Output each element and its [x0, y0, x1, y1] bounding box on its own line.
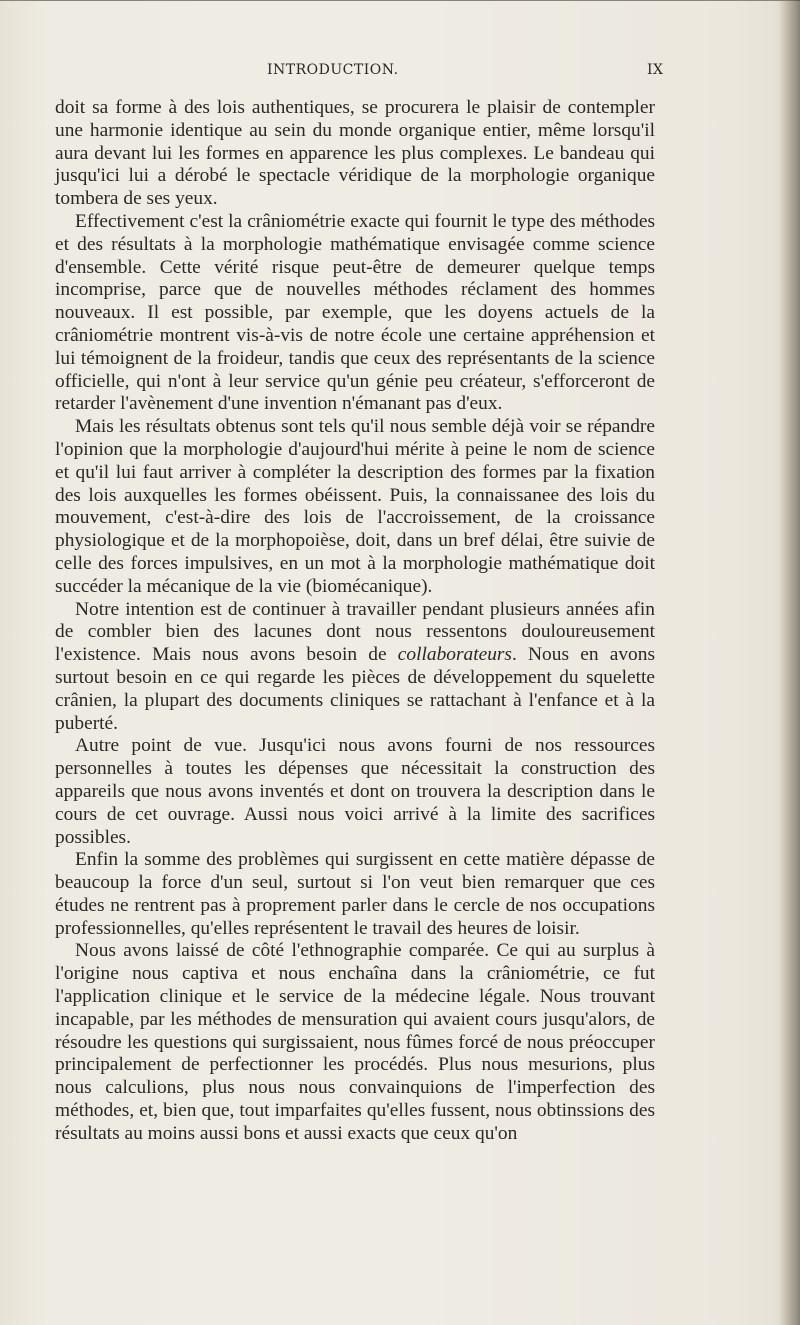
paragraph-4 [55, 599, 655, 736]
paragraph-5: Autre point de vue. Jusqu'ici nous avons fourni de nos ressources personnelles à toutes les dépenses que nécessitait la construction des appareils que nous avons inventés et dont on trouvera la description dans le cours de cet ouvrage. Aussi nous voici arrivé à la limite des sacrifices possibles. [55, 735, 655, 848]
header-title: INTRODUCTION. [267, 62, 399, 78]
page-top-border [0, 0, 800, 7]
paragraph-1: doit sa forme à des lois authentiques, se procurera le plaisir de contempler une harmonie identique au sein du monde organique entier, même lorsqu'il aura devant lui les formes en apparence les plus complexes. Le bandeau qui jusqu'ici lui a dérobé le spectacle véridique de la morphologie organique tombera de ses yeux. [55, 97, 655, 210]
paragraph-7: Nous avons laissé de côté l'ethnographie comparée. Ce qui au surplus à l'origine nous captiva et nous enchaîna dans la crâniométrie, ce fut l'application clinique et le service de la médecine légale. Nous trouvant incapable, par les méthodes de mensuration qui avaient cours jusqu'alors, de résoudre les questions qui surgissaient, nous fûmes forcé de nous préoccuper principalement de perfectionner les procédés. Plus nous mesurions, plus nous calculions, plus nous nous convainquions de l'imperfection des méthodes, et, bien que, tout imparfaites qu'elles fussent, nous obtinssions des résultats au moins aussi bons et aussi exacts que ceux qu'on [55, 940, 655, 1144]
paragraph-4-after: . Nous en avons surtout besoin en ce qui regarde les pièces de développement du squelette crânien, la plupart des documents cliniques se rattachant à l'enfance et à la puberté. [55, 644, 655, 734]
paragraph-4-before: Notre intention est de continuer à travailler pendant plusieurs années afin de combler bien des lacunes dont nous ressentons douloureusement l'existence. Mais nous avons besoin de [55, 598, 655, 666]
body-text [55, 97, 655, 1146]
paragraph-3: Mais les résultats obtenus sont tels qu'il nous semble déjà voir se répandre l'opinion que la morphologie d'aujourd'hui mérite à peine le nom de science et qu'il lui faut arriver à compléter la description des formes par la fixation des lois auxquelles les formes obéissent. Puis, la connaissanee des lois du mouvement, c'est-à-dire des lois de l'accroissement, de la croissance physiologique et de la morphopoièse, doit, dans un bref délai, être suivie de celle des forces impulsives, en un mot à la morphologie mathématique doit succéder la mécanique de la vie (biomécanique). [55, 416, 655, 597]
paragraph-6: Enfin la somme des problèmes qui surgissent en cette matière dépasse de beaucoup la force d'un seul, surtout si l'on veut bien remarquer que ces études ne rentrent pas à proprement parler dans le cercle de nos occupations professionnelles, qu'elles représentent le travail des heures de loisir. [55, 849, 655, 939]
page-edge-shadow [778, 0, 800, 1325]
paragraph-4-emphasis: collaborateurs [397, 644, 512, 666]
page-number: IX [647, 62, 664, 78]
paragraph-2: Effectivement c'est la crâniométrie exacte qui fournit le type des méthodes et des résultats à la morphologie mathématique envisagée comme science d'ensemble. Cette vérité risque peut-être de demeurer quelque temps incomprise, parce que de nouvelles méthodes réclament des hommes nouveaux. Il est possible, par exemple, que les doyens actuels de la crâniométrie montrent vis-à-vis de notre école une certaine appréhension et lui témoignent de la froideur, tandis que ceux des représentants de la science officielle, qui n'ont à leur service qu'un génie peu créateur, s'efforceront de retarder l'avènement d'une invention n'émanant pas d'eux. [55, 210, 655, 415]
